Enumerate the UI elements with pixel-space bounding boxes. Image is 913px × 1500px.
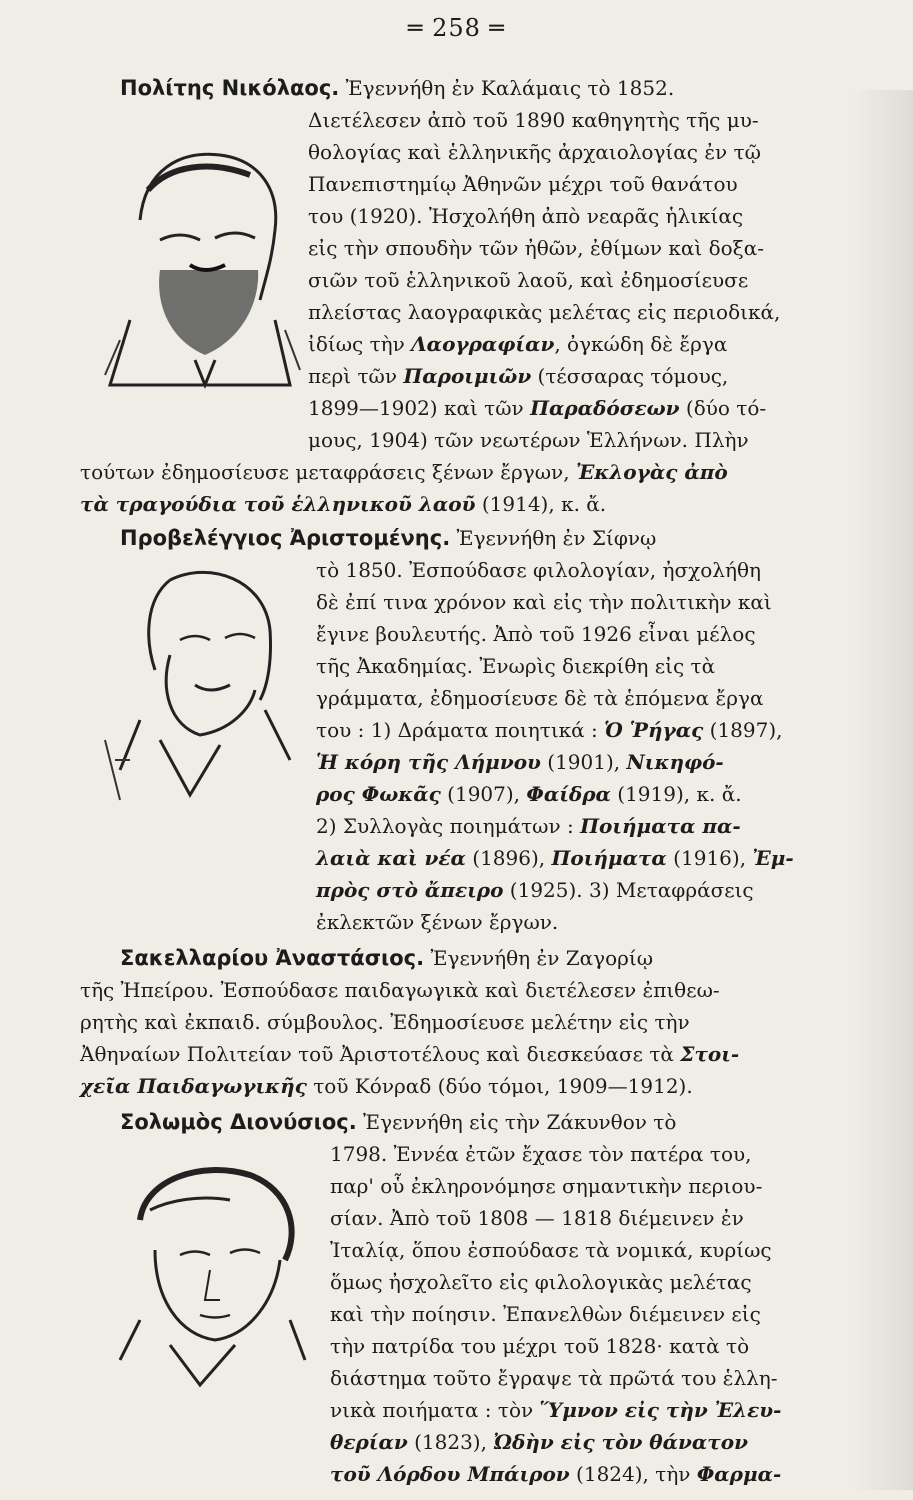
text-span: (1907),	[440, 782, 521, 806]
text-line: θολογίας καὶ ἑλληνικῆς ἀρχαιολογίας ἐν τῷ	[308, 140, 761, 164]
work-title: Παραδόσεων	[530, 396, 680, 420]
text-line: γράμματα, ἐδημοσίευσε δὲ τὰ ἑπόμενα ἔργα	[316, 686, 764, 710]
text-line: Ἰταλίᾳ, ὅπου ἐσπούδασε τὰ νομικά, κυρίως	[330, 1238, 772, 1262]
text-span: Ἐγεννήθη ἐν Σίφνῳ	[450, 526, 657, 550]
text-line: 1798. Ἐννέα ἐτῶν ἔχασε τὸν πατέρα του,	[330, 1142, 752, 1166]
text-line: εἰς τὴν σπουδὴν τῶν ἠθῶν, ἐθίμων καὶ δοξα-	[308, 236, 764, 260]
text-line: τὸ 1850. Ἐσπούδασε φιλολογίαν, ἠσχολήθη	[316, 558, 761, 582]
page-edge-shadow	[853, 90, 913, 1490]
text-span: 1899—1902) καὶ τῶν	[308, 396, 524, 420]
text-span: τοῦ Κόνραδ (δύο τόμοι, 1909—1912).	[306, 1074, 693, 1098]
work-title: Ποιήματα	[551, 846, 667, 870]
text-span: (1823),	[407, 1430, 487, 1454]
text-span: (1914), κ. ἄ.	[475, 492, 607, 516]
text-line: σιῶν τοῦ ἑλληνικοῦ λαοῦ, καὶ ἐδημοσίευσε	[308, 268, 749, 292]
text-line: τῆς Ἠπείρου. Ἐσπούδασε παιδαγωγικὰ καὶ διετέλεσεν ἐπιθεω-	[80, 978, 720, 1002]
work-title: Ὠδὴν εἰς τὸν θάνατον	[493, 1430, 748, 1454]
work-title: Φαρμα-	[696, 1462, 782, 1486]
work-title: Φαίδρα	[526, 782, 611, 806]
text-span: (τέσσαρας τόμους,	[531, 364, 729, 388]
text-span: περὶ τῶν	[308, 364, 397, 388]
text-line: καὶ τὴν ποίησιν. Ἐπανελθὼν διέμεινεν εἰς	[330, 1302, 761, 1326]
text-span: (1824), τὴν	[569, 1462, 691, 1486]
text-line: ἐκλεκτῶν ξένων ἔργων.	[316, 910, 559, 934]
text-span: τούτων ἐδημοσίευσε μεταφράσεις ξένων ἔργων,	[80, 460, 570, 484]
text-line: Πανεπιστημίῳ Ἀθηνῶν μέχρι τοῦ θανάτου	[308, 172, 738, 196]
text-line: τὴν πατρίδα του μέχρι τοῦ 1828· κατὰ τὸ	[330, 1334, 750, 1358]
work-title: Παροιμιῶν	[403, 364, 532, 388]
heading-provelengios: Προβελέγγιος Ἀριστομένης.	[120, 526, 451, 550]
text-line: ρητὴς καὶ ἐκπαιδ. σύμβουλος. Ἐδημοσίευσε μελέτην εἰς τὴν	[80, 1010, 690, 1034]
text-span: (1901),	[540, 750, 621, 774]
text-line: Διετέλεσεν ἀπὸ τοῦ 1890 καθηγητὴς τῆς μυ-	[308, 108, 759, 132]
work-title: Ἐκλογὰς ἀπὸ	[575, 460, 728, 484]
text-span: (1897),	[703, 718, 783, 742]
work-title: θερίαν	[330, 1430, 408, 1454]
text-line: δὲ ἐπί τινα χρόνον καὶ εἰς τὴν πολιτικὴν καὶ	[316, 590, 772, 614]
text-line: πλείστας λαογραφικὰς μελέτας εἰς περιοδικά,	[308, 300, 781, 324]
portrait-solomos-drawing	[100, 1160, 315, 1390]
heading-sakellariou: Σακελλαρίου Ἀναστάσιος.	[120, 946, 425, 970]
work-title: Ποιήματα πα-	[580, 814, 741, 838]
work-title: Λαογραφίαν	[411, 332, 555, 356]
work-title: Ἡ κόρη τῆς Λήμνου	[316, 750, 541, 774]
work-title: Στοι-	[680, 1042, 740, 1066]
work-title: Νικηφό-	[626, 750, 724, 774]
portrait-provelengios	[100, 560, 300, 810]
text-line: Ἐγεννήθη ἐν Καλάμαις τὸ 1852.	[339, 76, 675, 100]
work-title: λαιὰ καὶ νέα	[316, 846, 466, 870]
text-span: Ἀθηναίων Πολιτείαν τοῦ Ἀριστοτέλους καὶ διεσκεύασε τὰ	[80, 1042, 674, 1066]
text-line: ἔγινε βουλευτής. Ἀπὸ τοῦ 1926 εἶναι μέλος	[316, 622, 756, 646]
text-line: σίαν. Ἀπὸ τοῦ 1808 — 1818 διέμεινεν ἐν	[330, 1206, 744, 1230]
text-span: (1925). 3) Μεταφράσεις	[503, 878, 754, 902]
text-line: ὅμως ἠσχολεῖτο εἰς φιλολογικὰς μελέτας	[330, 1270, 752, 1294]
heading-polites: Πολίτης Νικόλαος.	[120, 76, 340, 100]
text-line: τῆς Ἀκαδημίας. Ἐνωρὶς διεκρίθη εἰς τὰ	[316, 654, 716, 678]
text-span: (δύο τό-	[679, 396, 767, 420]
text-span: Ἐγεννήθη εἰς τὴν Ζάκυνθον τὸ	[356, 1110, 677, 1134]
page-number: ═ 258 ═	[408, 14, 505, 42]
text-span: νικὰ ποιήματα : τὸν	[330, 1398, 534, 1422]
text-span: , ὀγκώδη δὲ ἔργα	[554, 332, 728, 356]
work-title: Ἐμ-	[752, 846, 794, 870]
text-span: του : 1) Δράματα ποιητικά :	[316, 718, 598, 742]
portrait-polites-drawing	[100, 130, 305, 400]
heading-solomos: Σολωμὸς Διονύσιος.	[120, 1110, 357, 1134]
text-line: διάστημα τοῦτο ἔγραψε τὰ πρῶτά του ἑλλη-	[330, 1366, 778, 1390]
text-span: (1919), κ. ἄ.	[610, 782, 742, 806]
text-span: Ἐγεννήθη ἐν Ζαγορίῳ	[424, 946, 654, 970]
text-span: ἰδίως τὴν	[308, 332, 405, 356]
work-title: ρος Φωκᾶς	[316, 782, 441, 806]
work-title: πρὸς στὸ ἄπειρο	[316, 878, 504, 902]
work-title: Ὕμνον εἰς τὴν Ἐλευ-	[539, 1398, 782, 1422]
work-title: τοῦ Λόρδου Μπάιρον	[330, 1462, 570, 1486]
work-title: τὰ τραγούδια τοῦ ἑλληνικοῦ λαοῦ	[80, 492, 476, 516]
work-title: Ὁ Ῥήγας	[604, 718, 704, 742]
text-line: παρ' οὗ ἐκληρονόμησε σημαντικὴν περιου-	[330, 1174, 763, 1198]
text-span: (1896),	[465, 846, 546, 870]
text-span: 2) Συλλογὰς ποιημάτων :	[316, 814, 574, 838]
text-span: (1916),	[666, 846, 747, 870]
text-line: του (1920). Ἠσχολήθη ἀπὸ νεαρᾶς ἡλικίας	[308, 204, 744, 228]
portrait-polites	[100, 130, 305, 400]
portrait-provelengios-drawing	[100, 560, 300, 810]
portrait-solomos	[100, 1160, 315, 1390]
work-title: χεῖα Παιδαγωγικῆς	[80, 1074, 307, 1098]
text-line: μους, 1904) τῶν νεωτέρων Ἑλλήνων. Πλὴν	[308, 428, 749, 452]
